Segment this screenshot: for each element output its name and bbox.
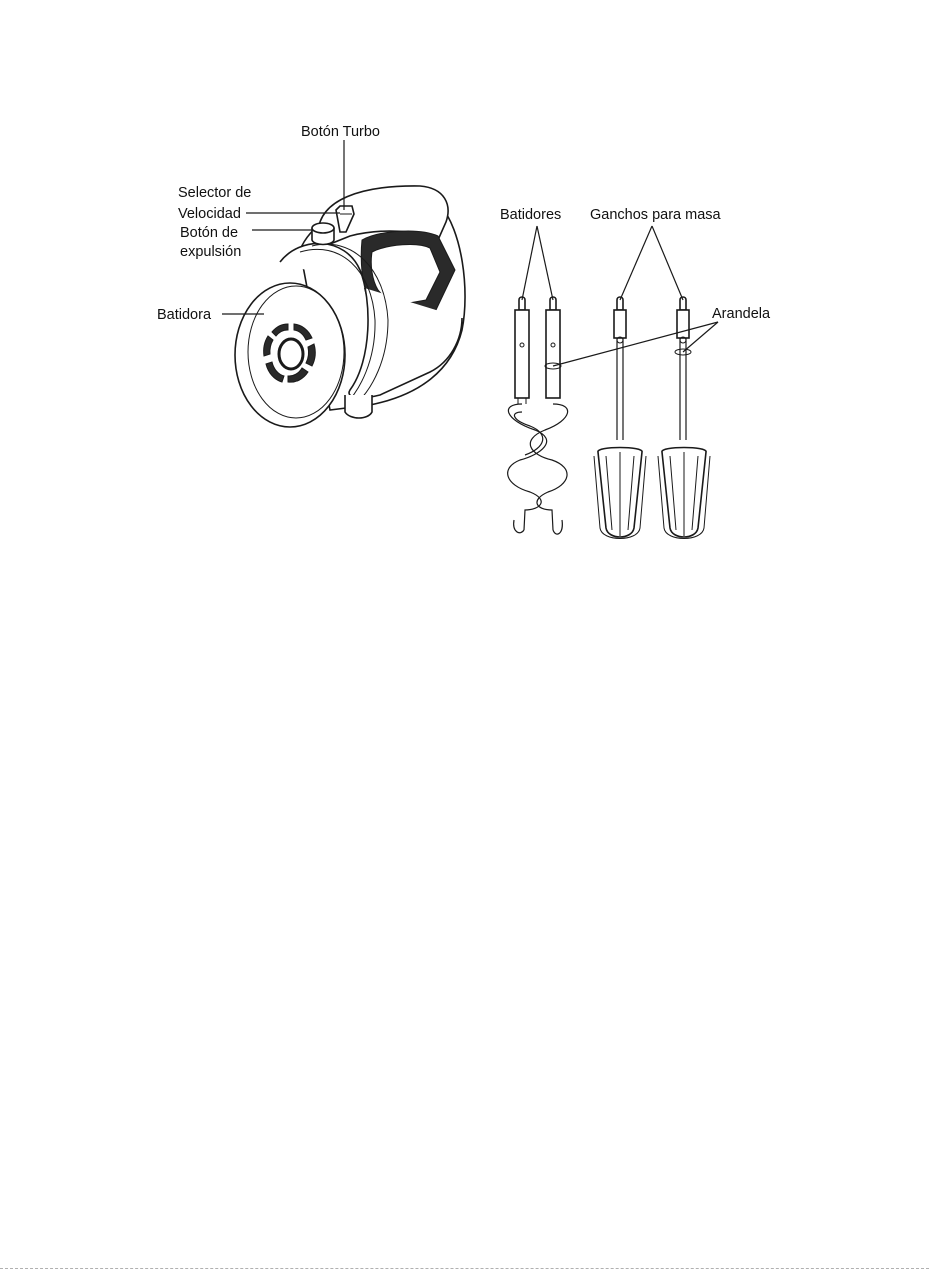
mixer-front-face bbox=[235, 283, 345, 427]
label-beaters: Batidores bbox=[500, 207, 562, 223]
hand-mixer-illustration bbox=[235, 186, 465, 427]
label-speed-selector-line2: Velocidad bbox=[178, 206, 241, 222]
beaters-pair bbox=[594, 297, 710, 539]
label-eject-button-line2: expulsión bbox=[180, 244, 242, 260]
dough-hooks-pair bbox=[508, 297, 568, 534]
label-washer: Arandela bbox=[712, 306, 771, 322]
eject-button bbox=[312, 223, 334, 245]
label-dough-hooks: Ganchos para masa bbox=[590, 207, 721, 223]
label-speed-selector-line1: Selector de bbox=[178, 185, 252, 201]
label-mixer: Batidora bbox=[157, 307, 212, 323]
label-eject-button-line1: Botón de bbox=[180, 225, 239, 241]
label-turbo-button: Botón Turbo bbox=[301, 124, 380, 140]
page-bottom-rule bbox=[0, 1268, 929, 1269]
